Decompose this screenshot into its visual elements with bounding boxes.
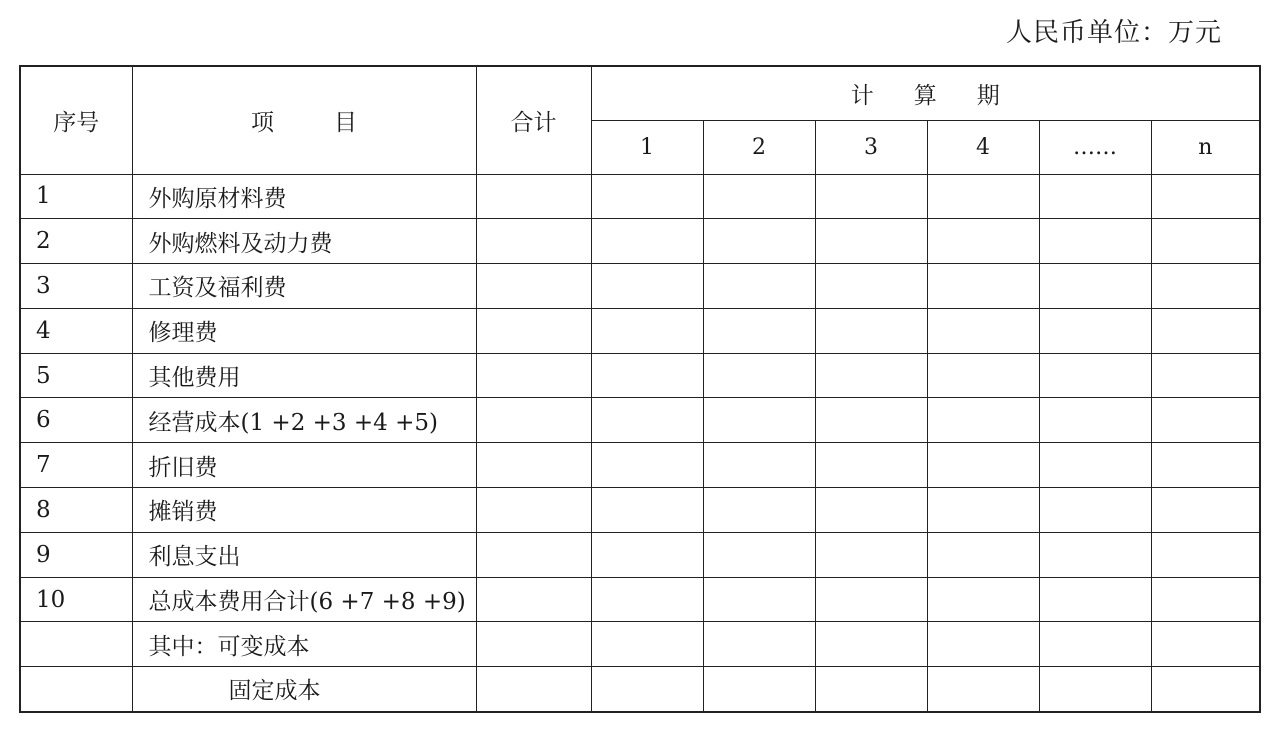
row-item: 其他费用 [132, 353, 476, 398]
row-period-cell [591, 174, 703, 219]
row-period-cell [703, 443, 815, 488]
row-period-cell [1039, 532, 1151, 577]
row-period-cell [703, 532, 815, 577]
row-period-cell [927, 174, 1039, 219]
row-period-cell [927, 667, 1039, 712]
row-total-cell [476, 398, 591, 443]
row-period-cell [927, 532, 1039, 577]
header-period-1: 1 [591, 120, 703, 174]
table-row [20, 488, 1260, 533]
row-seq: 3 [20, 264, 132, 309]
row-period-cell [815, 667, 927, 712]
row-period-cell [703, 667, 815, 712]
row-period-cell [815, 219, 927, 264]
row-period-cell [1151, 667, 1260, 712]
row-period-cell [703, 398, 815, 443]
row-period-cell [815, 308, 927, 353]
row-seq: 2 [20, 219, 132, 264]
row-seq: 4 [20, 308, 132, 353]
row-period-cell [591, 622, 703, 667]
row-seq: 1 [20, 174, 132, 219]
row-period-cell [1151, 532, 1260, 577]
row-period-cell [1151, 219, 1260, 264]
row-period-cell [1039, 488, 1151, 533]
table-row [20, 219, 1260, 264]
row-total-cell [476, 174, 591, 219]
row-period-cell [815, 577, 927, 622]
row-period-cell [815, 443, 927, 488]
row-period-cell [927, 353, 1039, 398]
row-period-cell [1039, 398, 1151, 443]
row-period-cell [591, 532, 703, 577]
row-period-cell [815, 353, 927, 398]
row-total-cell [476, 622, 591, 667]
table-row [20, 264, 1260, 309]
row-total-cell [476, 264, 591, 309]
row-seq: 5 [20, 353, 132, 398]
table-row [20, 577, 1260, 622]
row-period-cell [703, 577, 815, 622]
row-item: 利息支出 [132, 532, 476, 577]
row-period-cell [1039, 667, 1151, 712]
row-seq [20, 667, 132, 712]
header-seq: 序号 [20, 66, 132, 174]
table-row [20, 308, 1260, 353]
row-total-cell [476, 577, 591, 622]
row-period-cell [703, 219, 815, 264]
row-period-cell [1039, 219, 1151, 264]
row-period-cell [815, 622, 927, 667]
row-seq: 6 [20, 398, 132, 443]
row-period-cell [815, 532, 927, 577]
table-header [20, 66, 1260, 174]
table-row [20, 398, 1260, 443]
header-item: 项目 [132, 66, 476, 174]
table-row [20, 667, 1260, 712]
header-total: 合计 [476, 66, 591, 174]
row-period-cell [703, 488, 815, 533]
row-period-cell [591, 443, 703, 488]
row-period-cell [1151, 577, 1260, 622]
table-row [20, 532, 1260, 577]
row-period-cell [1151, 353, 1260, 398]
row-period-cell [927, 622, 1039, 667]
row-period-cell [1039, 622, 1151, 667]
row-total-cell [476, 308, 591, 353]
row-item: 经营成本(1 +2 +3 +4 +5) [132, 398, 476, 443]
row-period-cell [1039, 174, 1151, 219]
row-item: 修理费 [132, 308, 476, 353]
row-item: 折旧费 [132, 443, 476, 488]
row-period-cell [1151, 398, 1260, 443]
row-period-cell [927, 219, 1039, 264]
row-period-cell [927, 308, 1039, 353]
row-period-cell [1039, 264, 1151, 309]
header-period-4: 4 [927, 120, 1039, 174]
row-period-cell [1151, 622, 1260, 667]
row-total-cell [476, 532, 591, 577]
row-period-cell [1039, 353, 1151, 398]
row-period-cell [591, 398, 703, 443]
row-period-cell [1151, 443, 1260, 488]
row-period-cell [815, 264, 927, 309]
table-row [20, 622, 1260, 667]
row-period-cell [591, 667, 703, 712]
header-period-group: 计算期 [591, 66, 1260, 120]
row-seq: 7 [20, 443, 132, 488]
table-body [20, 174, 1260, 712]
row-item: 外购燃料及动力费 [132, 219, 476, 264]
row-seq: 10 [20, 577, 132, 622]
total-cost-table [19, 65, 1261, 713]
row-period-cell [1151, 488, 1260, 533]
header-period-3: 3 [815, 120, 927, 174]
row-period-cell [927, 398, 1039, 443]
row-period-cell [1151, 174, 1260, 219]
row-period-cell [815, 398, 927, 443]
row-period-cell [815, 174, 927, 219]
header-period-n: n [1151, 120, 1260, 174]
row-total-cell [476, 488, 591, 533]
row-period-cell [703, 308, 815, 353]
row-total-cell [476, 667, 591, 712]
row-period-cell [927, 264, 1039, 309]
row-period-cell [927, 443, 1039, 488]
row-item: 固定成本 [132, 667, 476, 712]
row-seq: 9 [20, 532, 132, 577]
row-period-cell [1039, 577, 1151, 622]
row-period-cell [927, 577, 1039, 622]
row-period-cell [703, 353, 815, 398]
row-item: 其中：可变成本 [132, 622, 476, 667]
row-item: 摊销费 [132, 488, 476, 533]
row-total-cell [476, 443, 591, 488]
row-total-cell [476, 219, 591, 264]
row-period-cell [591, 264, 703, 309]
row-seq: 8 [20, 488, 132, 533]
row-period-cell [703, 174, 815, 219]
row-period-cell [591, 488, 703, 533]
row-item: 总成本费用合计(6 +7 +8 +9) [132, 577, 476, 622]
row-period-cell [1151, 308, 1260, 353]
table-row [20, 353, 1260, 398]
row-total-cell [476, 353, 591, 398]
row-period-cell [1151, 264, 1260, 309]
row-period-cell [815, 488, 927, 533]
row-item: 外购原材料费 [132, 174, 476, 219]
header-period-2: 2 [703, 120, 815, 174]
row-period-cell [703, 622, 815, 667]
unit-label: 人民币单位：万元 [1005, 18, 1222, 48]
row-item: 工资及福利费 [132, 264, 476, 309]
row-period-cell [591, 577, 703, 622]
table-row [20, 174, 1260, 219]
row-period-cell [591, 308, 703, 353]
row-period-cell [1039, 443, 1151, 488]
header-period-ellipsis: …… [1039, 120, 1151, 174]
table-row [20, 443, 1260, 488]
row-period-cell [1039, 308, 1151, 353]
row-period-cell [703, 264, 815, 309]
row-period-cell [591, 353, 703, 398]
row-seq [20, 622, 132, 667]
row-period-cell [927, 488, 1039, 533]
row-period-cell [591, 219, 703, 264]
